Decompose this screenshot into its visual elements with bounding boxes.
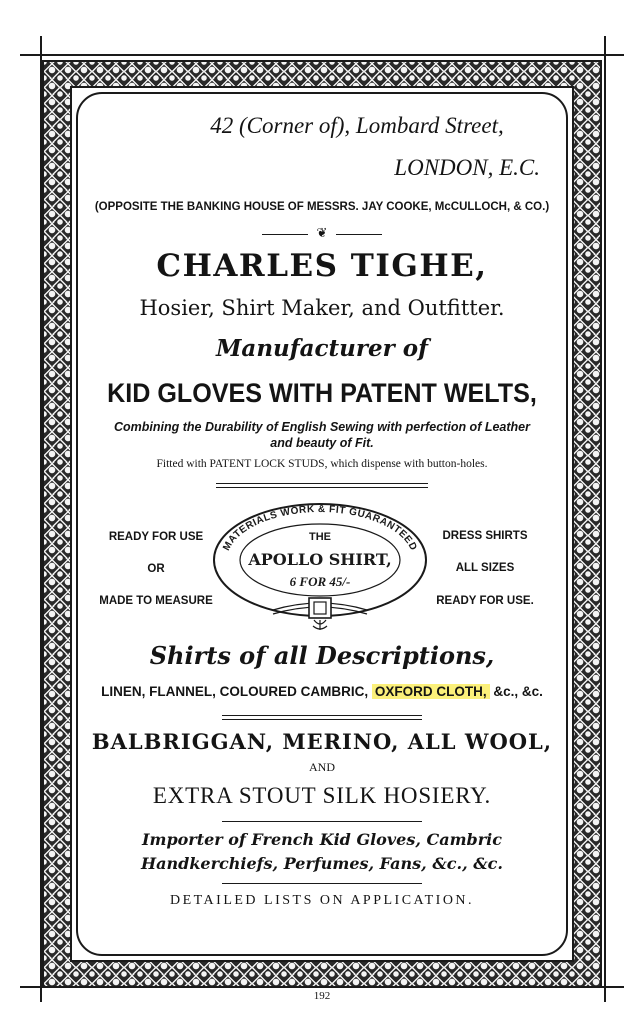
highlighted-oxford-cloth: OXFORD CLOTH, [372, 684, 490, 699]
fitted-note: Fitted with PATENT LOCK STUDS, which dispense with button-holes. [156, 458, 488, 470]
badge-name: APOLLO SHIRT, [248, 550, 392, 569]
and-connector: AND [309, 760, 335, 774]
address-line-2: LONDON, E.C. [394, 155, 540, 180]
left-note-2: OR [147, 563, 165, 575]
ornament-rule-left [262, 234, 308, 235]
crop-mark-top [20, 54, 624, 56]
section-rule-2 [222, 715, 422, 716]
section-rule-1b [216, 487, 428, 488]
badge-price: 6 FOR 45/- [289, 574, 351, 589]
right-note-3: READY FOR USE. [436, 595, 534, 607]
descriptions-heading: Shirts of all Descriptions, [149, 641, 495, 670]
detailed-lists-note: DETAILED LISTS ON APPLICATION. [169, 893, 475, 908]
hosiery-heading: BALBRIGGAN, MERINO, ALL WOOL, [91, 729, 553, 754]
fabrics-suffix: &c., &c. [493, 684, 543, 699]
fabrics-prefix: LINEN, FLANNEL, COLOURED CAMBRIC, [101, 684, 369, 699]
apollo-shirt-badge [209, 496, 431, 638]
address-line-1: 42 (Corner of), Lombard Street, [210, 113, 504, 138]
badge-arc-text: MATERIALS WORK & FIT GUARANTEED [221, 503, 419, 553]
opposite-note: (OPPOSITE THE BANKING HOUSE OF MESSRS. JAY COOKE, McCULLOCH, & CO.) [94, 201, 550, 213]
gloves-heading: KID GLOVES WITH PATENT WELTS, [107, 378, 537, 408]
section-rule-2b [222, 719, 422, 720]
fabrics-line [0, 684, 644, 699]
ornament-rule-right [336, 234, 382, 235]
section-rule-1 [216, 483, 428, 484]
crop-mark-right [604, 36, 606, 1002]
silk-hosiery-heading: EXTRA STOUT SILK HOSIERY. [152, 783, 492, 808]
right-note-2: ALL SIZES [455, 562, 515, 574]
right-note-1: DRESS SHIRTS [442, 530, 528, 542]
combining-note: Combining the Durability of English Sewing with perfection of Leather and beauty of Fit. [114, 420, 530, 450]
left-note-1: READY FOR USE [108, 531, 204, 543]
manufacturer-line: Manufacturer of [215, 335, 429, 362]
merchant-name: CHARLES TIGHE, [156, 248, 488, 284]
trade-line: Hosier, Shirt Maker, and Outfitter. [139, 296, 505, 320]
left-note-3: MADE TO MEASURE [99, 595, 213, 607]
importer-note: Importer of French Kid Gloves, Cambric Handkerchiefs, Perfumes, Fans, &c., &c. [141, 830, 503, 873]
page-number: 192 [313, 990, 331, 1002]
section-rule-3 [222, 821, 422, 822]
section-rule-4 [222, 883, 422, 884]
fleuron-ornament: ❦ [316, 225, 328, 240]
badge-the: THE [309, 531, 331, 543]
